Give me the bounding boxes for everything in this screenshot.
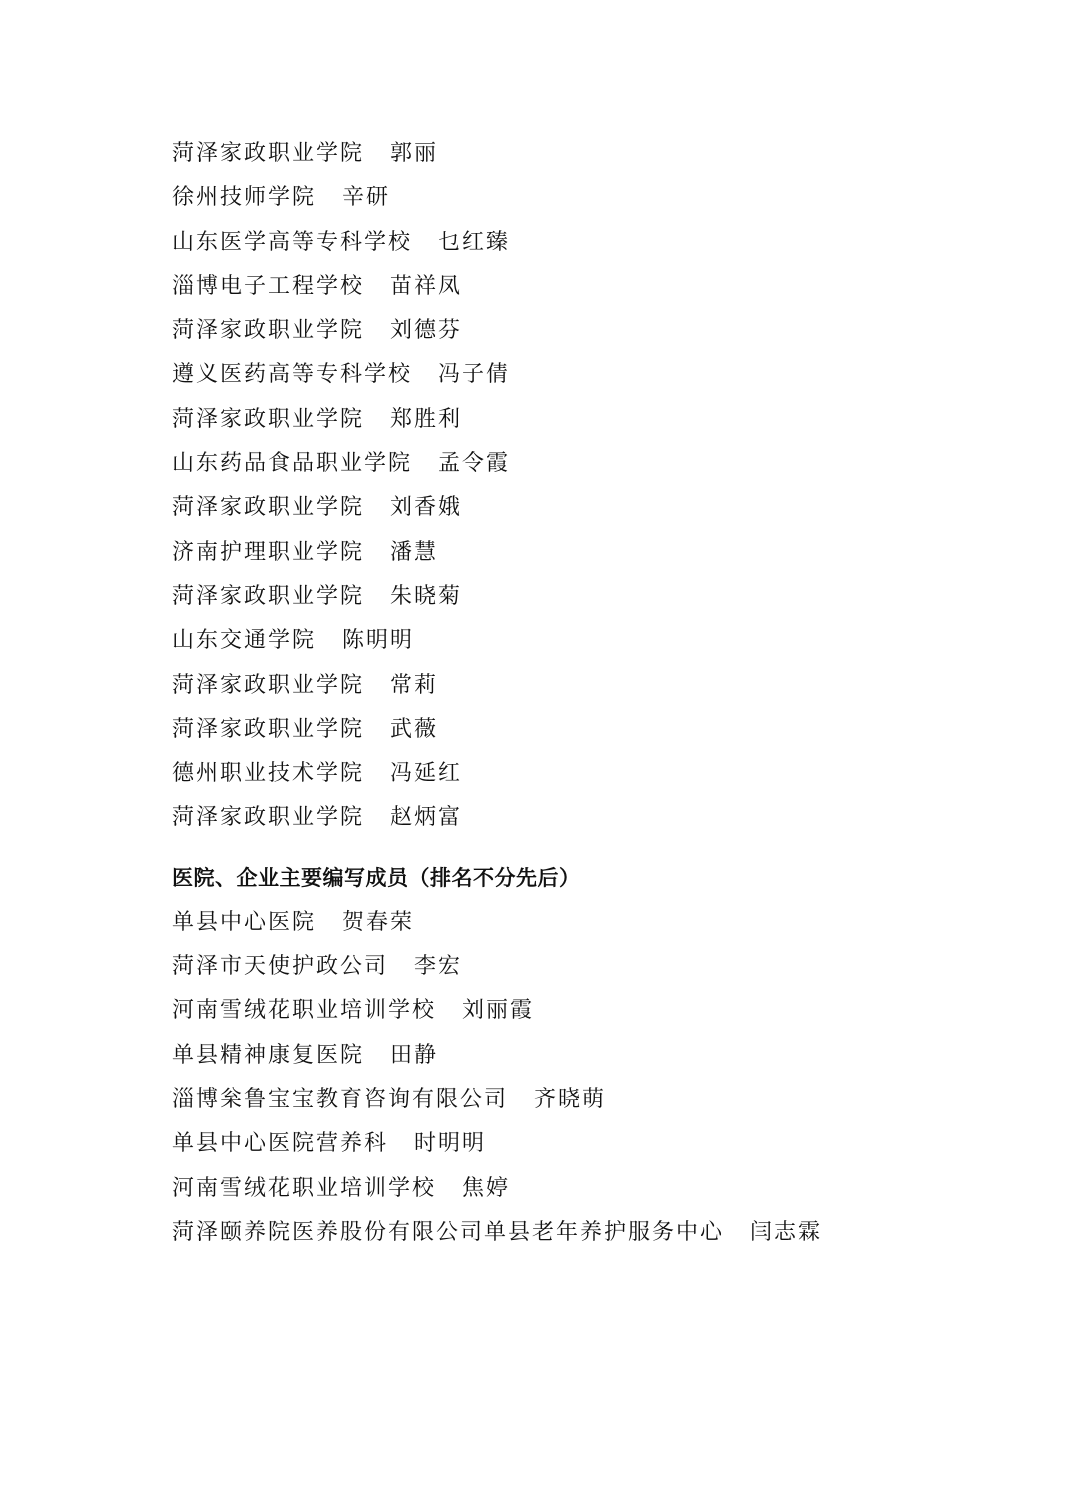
member-organization: 淄博电子工程学校	[172, 273, 365, 299]
member-name: 刘丽霞	[462, 998, 535, 1024]
member-entry	[172, 265, 1012, 309]
member-entry	[172, 1078, 1012, 1122]
member-name: 贺春荣	[342, 909, 415, 935]
member-name: 李宏	[414, 954, 463, 980]
member-organization: 徐州技师学院	[172, 185, 317, 211]
member-name: 潘慧	[390, 539, 439, 565]
member-entry	[172, 945, 1012, 989]
member-entry	[172, 989, 1012, 1033]
member-name: 朱晓菊	[390, 583, 463, 609]
member-organization: 菏泽家政职业学院	[172, 805, 365, 831]
section-heading: 医院、企业主要编写成员（排名不分先后）	[172, 865, 581, 890]
member-organization: 单县中心医院	[172, 909, 317, 935]
member-entry	[172, 752, 1012, 796]
member-entry	[172, 1034, 1012, 1078]
member-entry	[172, 176, 1012, 220]
member-organization: 菏泽家政职业学院	[172, 141, 365, 166]
member-organization: 菏泽家政职业学院	[172, 406, 365, 432]
member-name: 时明明	[414, 1131, 487, 1157]
member-organization: 菏泽颐养院医养股份有限公司单县老年养护服务中心	[172, 1219, 725, 1245]
member-entry	[172, 708, 1012, 752]
member-name: 冯延红	[390, 761, 463, 787]
member-organization: 菏泽家政职业学院	[172, 318, 365, 344]
member-name: 闫志霖	[750, 1219, 823, 1245]
member-organization: 单县精神康复医院	[172, 1042, 365, 1068]
member-organization: 菏泽市天使护政公司	[172, 954, 389, 980]
member-entry	[172, 531, 1012, 575]
member-name: 武薇	[390, 716, 439, 742]
member-organization: 遵义医药高等专科学校	[172, 362, 413, 388]
member-entry	[172, 664, 1012, 708]
member-name: 赵炳富	[390, 805, 463, 831]
member-name: 常莉	[390, 672, 439, 698]
member-entry	[172, 442, 1012, 486]
member-name: 孟令霞	[438, 451, 511, 477]
member-entry	[172, 353, 1012, 397]
member-entry	[172, 1122, 1012, 1166]
member-organization: 单县中心医院营养科	[172, 1131, 389, 1157]
member-name: 苗祥凤	[390, 273, 463, 299]
member-name: 田静	[390, 1042, 439, 1068]
school-members-list	[172, 132, 1012, 841]
member-entry	[172, 132, 1012, 176]
member-entry	[172, 575, 1012, 619]
member-name: 冯子倩	[438, 362, 511, 388]
member-entry	[172, 1211, 1012, 1255]
member-organization: 淄博枀鲁宝宝教育咨询有限公司	[172, 1086, 509, 1112]
member-organization: 济南护理职业学院	[172, 539, 365, 565]
member-name: 刘香娥	[390, 495, 463, 521]
member-name: 陈明明	[342, 628, 415, 654]
member-organization: 山东交通学院	[172, 628, 317, 654]
member-organization: 菏泽家政职业学院	[172, 716, 365, 742]
member-organization: 德州职业技术学院	[172, 761, 365, 787]
member-name: 乜红臻	[438, 229, 511, 255]
member-entry	[172, 796, 1012, 840]
member-organization: 山东药品食品职业学院	[172, 451, 413, 477]
member-organization: 河南雪绒花职业培训学校	[172, 998, 437, 1024]
member-organization: 菏泽家政职业学院	[172, 672, 365, 698]
member-name: 刘德芬	[390, 318, 463, 344]
member-name: 郭丽	[390, 141, 439, 166]
member-entry	[172, 221, 1012, 265]
document-page	[172, 132, 1012, 1255]
member-entry	[172, 486, 1012, 530]
member-entry	[172, 901, 1012, 945]
hospital-enterprise-members-list	[172, 901, 1012, 1255]
member-entry	[172, 619, 1012, 663]
member-entry	[172, 1167, 1012, 1211]
member-entry	[172, 309, 1012, 353]
member-name: 辛研	[342, 185, 391, 211]
member-name: 焦婷	[462, 1175, 511, 1201]
member-organization: 菏泽家政职业学院	[172, 495, 365, 521]
member-entry	[172, 398, 1012, 442]
member-organization: 河南雪绒花职业培训学校	[172, 1175, 437, 1201]
member-organization: 山东医学高等专科学校	[172, 229, 413, 255]
member-name: 齐晓萌	[534, 1086, 607, 1112]
member-name: 郑胜利	[390, 406, 463, 432]
member-organization: 菏泽家政职业学院	[172, 583, 365, 609]
